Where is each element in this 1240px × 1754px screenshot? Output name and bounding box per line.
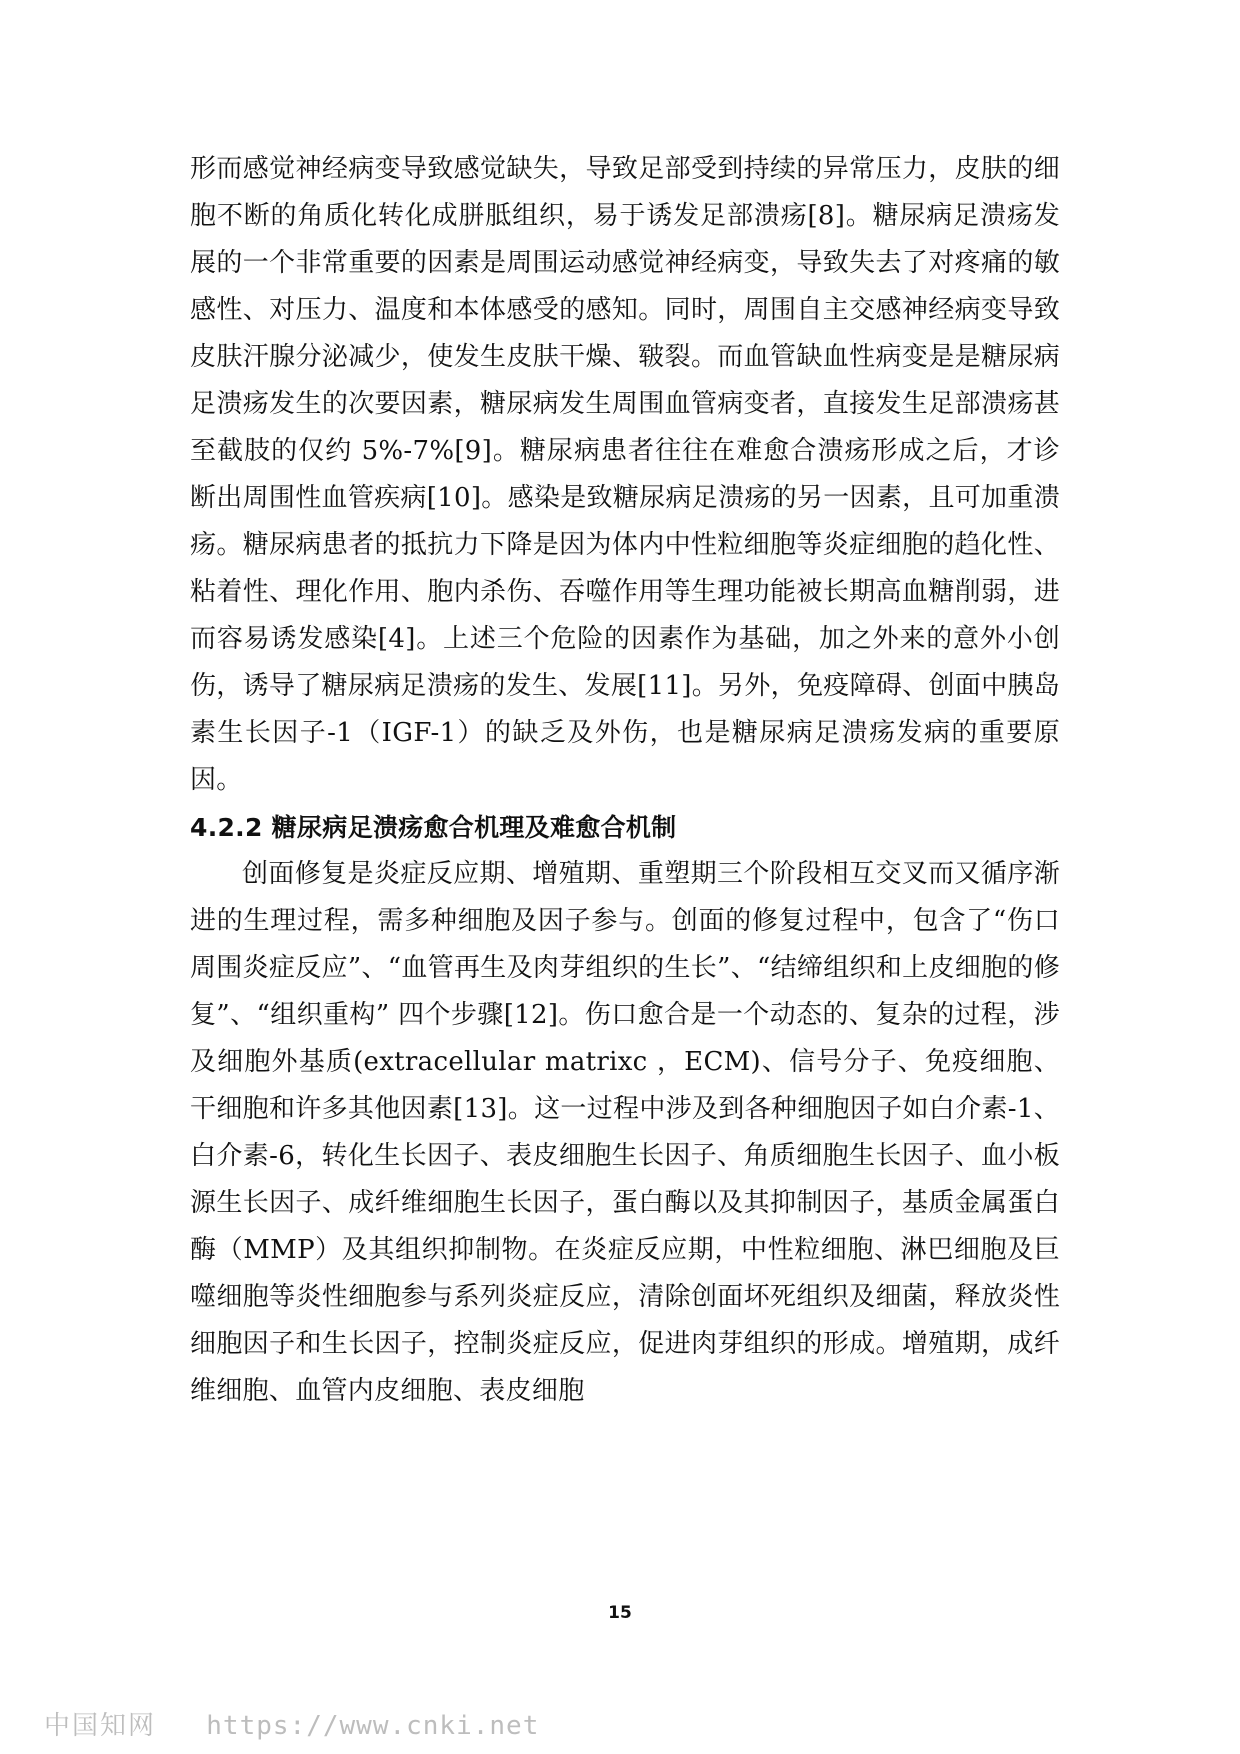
section-heading: 4.2.2 糖尿病足溃疡愈合机理及难愈合机制 bbox=[190, 813, 677, 842]
watermark-name: 中国知网 bbox=[44, 1711, 157, 1741]
cnki-watermark bbox=[44, 1705, 539, 1742]
watermark-url: https://www.cnki.net bbox=[206, 1711, 540, 1741]
page-number: 15 bbox=[608, 1603, 632, 1623]
body-paragraph: 创面修复是炎症反应期、增殖期、重塑期三个阶段相互交叉而又循序渐进的生理过程，需多种细胞及因子参与。创面的修复过程中，包含了“伤口周围炎症反应”、“血管再生及肉芽组织的生长”、“结缔组织和上皮细胞的修复”、“组织重构” 四个步骤[12]。伤口愈合是一个动态的、复杂的过程，涉及细胞外基质(extracellular matrixc ，ECM)、信号分子、免疫细胞、干细胞和许多其他因素[13]。这一过程中涉及到各种细胞因子如白介素-1、白介素-6，转化生长因子、表皮细胞生长因子、角质细胞生长因子、血小板源生长因子、成纤维细胞生长因子，蛋白酶以及其抑制因子，基质金属蛋白酶（MMP）及其组织抑制物。在炎症反应期，中性粒细胞、淋巴细胞及巨噬细胞等炎性细胞参与系列炎症反应，清除创面坏死组织及细菌，释放炎性细胞因子和生长因子，控制炎症反应，促进肉芽组织的形成。增殖期，成纤维细胞、血管内皮细胞、表皮细胞 bbox=[190, 859, 1060, 1406]
body-paragraph: 形而感觉神经病变导致感觉缺失，导致足部受到持续的异常压力，皮肤的细胞不断的角质化转化成胼胝组织，易于诱发足部溃疡[8]。糖尿病足溃疡发展的一个非常重要的因素是周围运动感觉神经病变，导致失去了对疼痛的敏感性、对压力、温度和本体感受的感知。同时，周围自主交感神经病变导致皮肤汗腺分泌减少，使发生皮肤干燥、皲裂。而血管缺血性病变是是糖尿病足溃疡发生的次要因素，糖尿病发生周围血管病变者，直接发生足部溃疡甚至截肢的仅约 5%-7%[9]。糖尿病患者往往在难愈合溃疡形成之后，才诊断出周围性血管疾病[10]。感染是致糖尿病足溃疡的另一因素，且可加重溃疡。糖尿病患者的抵抗力下降是因为体内中性粒细胞等炎症细胞的趋化性、粘着性、理化作用、胞内杀伤、吞噬作用等生理功能被长期高血糖削弱，进而容易诱发感染[4]。上述三个危险的因素作为基础，加之外来的意外小创伤，诱导了糖尿病足溃疡的发生、发展[11]。另外，免疫障碍、创面中胰岛素生长因子-1（IGF-1）的缺乏及外伤，也是糖尿病足溃疡发病的重要原因。 bbox=[190, 154, 1060, 795]
body-text bbox=[190, 146, 1060, 1415]
